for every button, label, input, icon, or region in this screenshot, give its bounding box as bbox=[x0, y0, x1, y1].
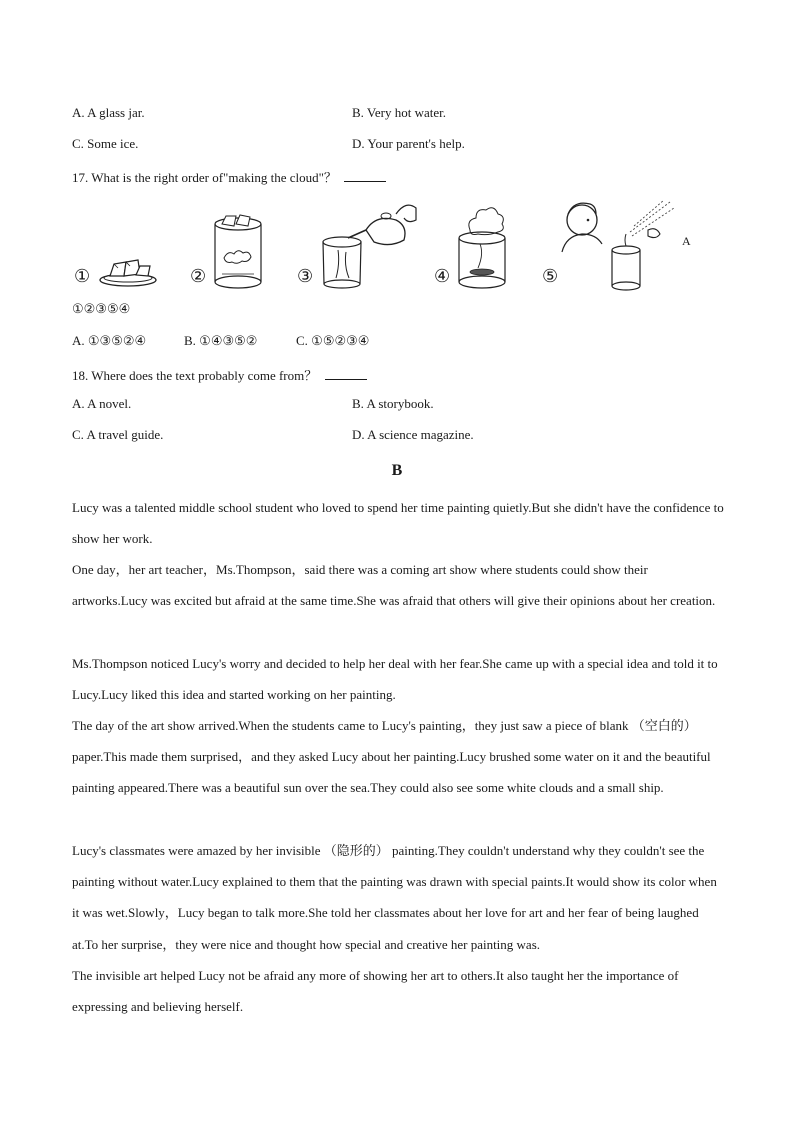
fig1-ice-plate-image bbox=[98, 254, 158, 288]
q17-option-c[interactable]: C. ①⑤②③④ bbox=[296, 333, 370, 348]
q18-text: Where does the text probably come from？ bbox=[91, 368, 318, 383]
fig3-label: ③ bbox=[297, 266, 314, 287]
q17-option-b[interactable]: B. ①④③⑤② bbox=[184, 333, 258, 348]
q16-option-a[interactable]: A. A glass jar. bbox=[72, 105, 145, 120]
q16-option-c[interactable]: C. Some ice. bbox=[72, 136, 139, 151]
fig1-label: ① bbox=[74, 266, 91, 287]
q17-question bbox=[72, 167, 386, 186]
fig5-label: ⑤ bbox=[542, 266, 559, 287]
passage-paragraph-2: One day，her art teacher，Ms.Thompson，said there was a coming art show where students could show their artworks.Lucy was excited but afraid at the same time.She was afraid that others will give their opinions about her creation. bbox=[72, 562, 716, 609]
passage-paragraph-6: The invisible art helped Lucy not be afraid any more of showing her art to others.It also taught her the importance of expressing and believing herself. bbox=[72, 968, 679, 1015]
passage-paragraph-5: Lucy's classmates were amazed by her invisible （隐形的） painting.They couldn't understand why they couldn't see the painting without water.Lucy explained to them that the painting was drawn with special paints.It would show its color when it was wet.Slowly，Lucy began to talk more.She told her classmates about her love for art and her fear of being laughed at.To her surprise，they were nice and thought how special and creative her painting was. bbox=[72, 843, 717, 952]
q17-given-order: ①②③⑤④ bbox=[72, 301, 131, 316]
q17-number: 17. bbox=[72, 170, 89, 185]
passage-paragraph-3: Ms.Thompson noticed Lucy's worry and decided to help her deal with her fear.She came up with a special idea and told it to Lucy.Lucy liked this idea and started working on her painting. bbox=[72, 656, 718, 703]
fig3-pouring-water-image bbox=[318, 200, 418, 290]
fig4-label: ④ bbox=[434, 266, 451, 287]
passage-paragraph-1: Lucy was a talented middle school student who loved to spend her time painting quietly.But she didn't have the confidence to show her work. bbox=[72, 500, 724, 547]
fig2-label: ② bbox=[190, 266, 207, 287]
q18-option-d[interactable]: D. A science magazine. bbox=[352, 427, 474, 442]
fig5-boy-spraying-image bbox=[560, 196, 684, 292]
q18-number: 18. bbox=[72, 368, 89, 383]
q18-option-b[interactable]: B. A storybook. bbox=[352, 396, 434, 411]
q18-option-c[interactable]: C. A travel guide. bbox=[72, 427, 164, 442]
passage-paragraph-4: The day of the art show arrived.When the students came to Lucy's painting，they just saw a piece of blank （空白的） paper.This made them surprised，and they asked Lucy about her painting.Lucy brushed some water on it and the beautiful painting appeared.There was a beautiful sun over the sea.They could also see some white clouds and a small ship. bbox=[72, 718, 711, 796]
q18-option-a[interactable]: A. A novel. bbox=[72, 396, 132, 411]
fig2-jar-with-ice-image bbox=[212, 214, 264, 290]
section-title: B bbox=[391, 462, 403, 479]
q17-text: What is the right order of"making the cloud"？ bbox=[91, 170, 337, 185]
q18-question bbox=[72, 365, 367, 384]
q17-answer-blank[interactable] bbox=[344, 169, 386, 182]
q17-option-a[interactable]: A. ①③⑤②④ bbox=[72, 333, 147, 348]
q18-answer-blank[interactable] bbox=[325, 367, 367, 380]
fig4-jar-with-cloud-image bbox=[456, 200, 508, 290]
fig5-label-a: A bbox=[682, 234, 691, 248]
q16-option-b[interactable]: B. Very hot water. bbox=[352, 105, 446, 120]
q16-option-d[interactable]: D. Your parent's help. bbox=[352, 136, 465, 151]
